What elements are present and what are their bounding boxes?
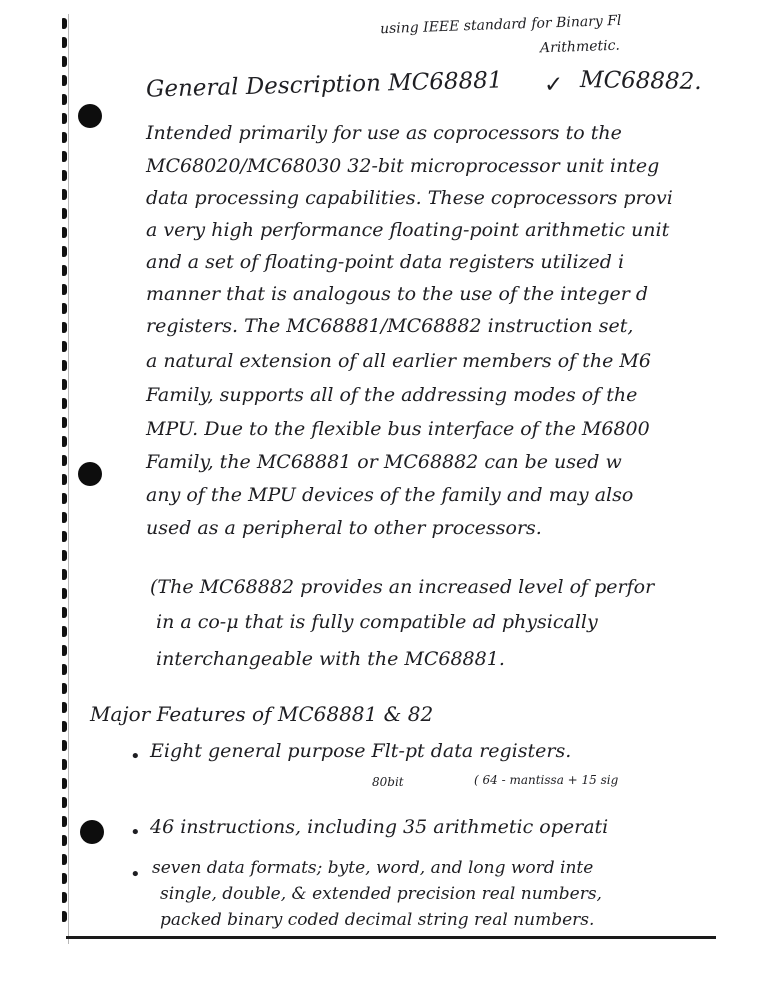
perforation-mark: [62, 702, 67, 713]
description-line: any of the MPU devices of the family and may also: [146, 484, 634, 506]
perforation-mark: [62, 322, 67, 333]
perforation-mark: [62, 37, 67, 48]
description-line: Family, supports all of the addressing modes of the: [146, 384, 638, 406]
perforation-mark: [62, 569, 67, 580]
perforation-mark: [62, 113, 67, 124]
page-title-second-part: MC68882.: [579, 66, 702, 96]
perforation-mark: [62, 18, 67, 29]
description-line: a very high performance floating-point arithmetic unit: [146, 219, 670, 241]
perforation-mark: [62, 493, 67, 504]
perforation-mark: [62, 341, 67, 352]
perforation-mark: [62, 208, 67, 219]
perforation-mark: [62, 398, 67, 409]
feature-item: seven data formats; byte, word, and long word inte: [152, 858, 594, 878]
perforation-mark: [62, 227, 67, 238]
feature-subnote: 80bit: [372, 775, 404, 789]
perforation-mark: [62, 56, 67, 67]
perforation-mark: [62, 303, 67, 314]
perforation-mark: [62, 626, 67, 637]
description-line: used as a peripheral to other processors.: [146, 517, 542, 539]
check-mark-icon: ✓: [544, 72, 564, 98]
description-line: a natural extension of all earlier members of the M6: [146, 350, 651, 372]
description-line: data processing capabilities. These coprocessors provi: [146, 187, 673, 209]
perforation-mark: [62, 151, 67, 162]
perforation-mark: [62, 721, 67, 732]
perforation-mark: [62, 189, 67, 200]
perforation-mark: [62, 436, 67, 447]
note-line: interchangeable with the MC68881.: [156, 648, 505, 670]
perforation-mark: [62, 531, 67, 542]
binder-hole-icon: [78, 462, 102, 486]
perforation-mark: [62, 664, 67, 675]
perforation-mark: [62, 417, 67, 428]
perforation-mark: [62, 455, 67, 466]
description-line: MPU. Due to the flexible bus interface of the M6800: [146, 418, 650, 440]
perforation-mark: [62, 740, 67, 751]
binder-hole-icon: [80, 820, 104, 844]
perforation-mark: [62, 645, 67, 656]
perforation-mark: [62, 284, 67, 295]
feature-item: 46 instructions, including 35 arithmetic operati: [150, 816, 609, 838]
perforation-mark: [62, 512, 67, 523]
perforation-mark: [62, 474, 67, 485]
perforation-mark: [62, 170, 67, 181]
perforation-mark: [62, 911, 67, 922]
page-title: General Description MC68881: [145, 67, 503, 103]
description-line: and a set of floating-point data registers utilized i: [146, 251, 625, 273]
header-note-line-1: using IEEE standard for Binary Fl: [379, 12, 622, 38]
bullet-icon: •: [130, 746, 141, 767]
perforation-mark: [62, 816, 67, 827]
bullet-icon: •: [130, 822, 141, 843]
bullet-icon: •: [130, 864, 141, 885]
note-line: (The MC68882 provides an increased level of perfor: [150, 576, 655, 598]
description-line: MC68020/MC68030 32-bit microprocessor unit integ: [146, 155, 660, 177]
perforation-mark: [62, 94, 67, 105]
page-bottom-edge: [66, 936, 716, 939]
perforation-mark: [62, 75, 67, 86]
feature-subnote: ( 64 - mantissa + 15 sig: [474, 773, 619, 787]
features-heading: Major Features of MC68881 & 82: [90, 702, 434, 726]
feature-item: packed binary coded decimal string real numbers.: [160, 910, 595, 930]
perforation-mark: [62, 854, 67, 865]
perforation-mark: [62, 246, 67, 257]
perforation-mark: [62, 759, 67, 770]
perforation-mark: [62, 835, 67, 846]
feature-item: Eight general purpose Flt-pt data registers.: [150, 740, 572, 762]
description-line: Intended primarily for use as coprocessors to the: [146, 122, 622, 144]
perforation-mark: [62, 360, 67, 371]
binder-hole-icon: [78, 104, 102, 128]
note-line: in a co-μ that is fully compatible ad physically: [156, 611, 598, 633]
perforation-mark: [62, 379, 67, 390]
perforation-mark: [62, 607, 67, 618]
perforation-mark: [62, 873, 67, 884]
perforation-mark: [62, 797, 67, 808]
perforation-mark: [62, 588, 67, 599]
description-line: Family, the MC68881 or MC68882 can be used w: [146, 451, 622, 473]
description-line: registers. The MC68881/MC68882 instruction set,: [146, 315, 634, 337]
header-note-line-2: Arithmetic.: [539, 37, 621, 57]
perforation-mark: [62, 683, 67, 694]
perforation-mark: [62, 265, 67, 276]
perforation-mark: [62, 132, 67, 143]
perforation-mark: [62, 550, 67, 561]
perforation-mark: [62, 778, 67, 789]
perforation-mark: [62, 892, 67, 903]
feature-item: single, double, & extended precision real numbers,: [160, 884, 602, 904]
description-line: manner that is analogous to the use of the integer d: [146, 283, 649, 305]
